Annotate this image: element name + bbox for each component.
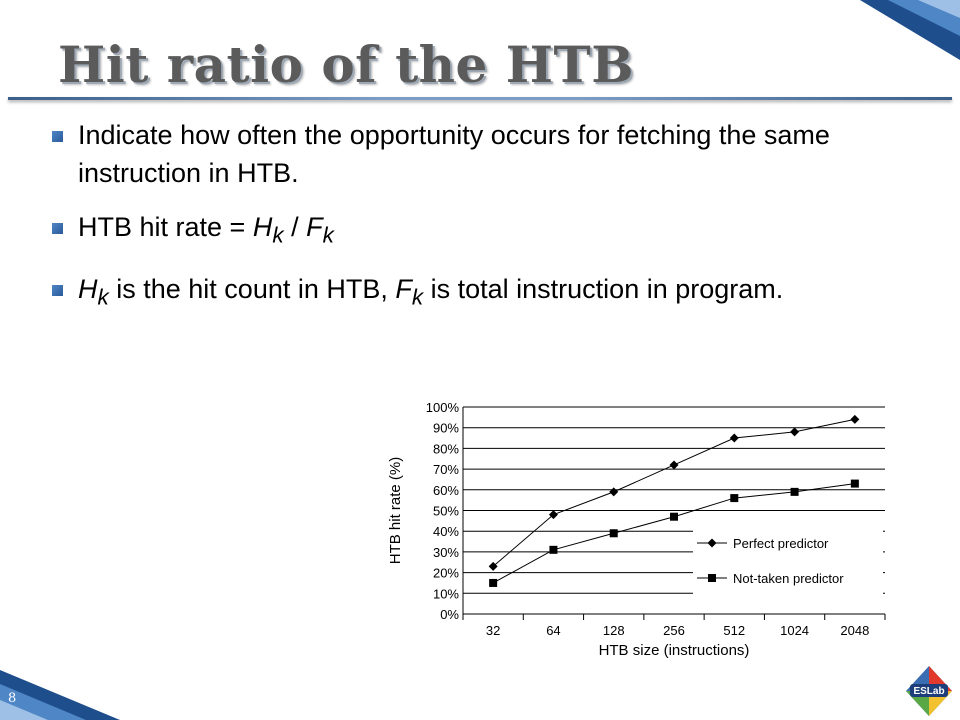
y-tick-label: 30% [432,544,459,560]
variable-f: F [306,212,323,242]
y-tick-label: 0% [440,607,459,622]
y-axis-title: HTB hit rate (%) [387,456,404,565]
data-point [549,546,557,554]
title-underline [8,97,952,100]
x-tick-label: 32 [485,623,501,638]
eslab-logo [904,664,954,718]
bullet-item [52,208,892,254]
data-point [609,487,618,496]
bullet-square-icon [52,223,63,234]
bullet-square-icon [52,131,63,142]
variable-h: H [252,212,273,242]
slide-title: Hit ratio of the HTB [58,35,634,94]
legend-label: Not-taken predictor [733,571,844,586]
data-point [489,579,497,587]
bullet-item [52,270,892,316]
y-tick-label: 10% [432,586,459,602]
subscript-k: k [322,222,334,248]
bullet-list [52,116,892,333]
data-point [790,427,799,436]
x-tick-label: 256 [663,623,685,638]
x-axis-title: HTB size (instructions) [598,642,750,659]
y-tick-label: 50% [432,503,459,519]
bullet-text: HTB hit rate = [78,212,253,242]
legend-marker [708,574,716,582]
variable-h: H [78,274,98,305]
data-point [670,513,678,521]
x-tick-label: 1024 [780,623,810,638]
y-tick-label: 70% [432,462,459,478]
y-tick-label: 20% [432,565,459,581]
bullet-text: is total instruction in program. [423,274,784,305]
data-point [730,434,739,443]
corner-decoration-top-right [840,0,960,60]
bullet-text: Indicate how often the opportunity occurs for fetching the same instruction in HTB. [78,120,830,188]
slide-number: 8 [8,691,17,706]
variable-f: F [395,274,412,305]
hit-rate-line-chart [375,392,895,674]
legend-label: Perfect predictor [733,536,829,551]
y-tick-label: 60% [432,482,459,498]
data-point [610,529,618,537]
bullet-text: is the hit count in HTB, [108,274,396,305]
subscript-k: k [272,222,284,248]
bullet-text: / [283,212,307,242]
logo-text: ESLab [913,686,945,697]
x-tick-label: 64 [546,623,561,638]
data-point [851,480,859,488]
y-tick-label: 40% [432,524,459,540]
y-tick-label: 80% [432,441,459,457]
y-tick-label: 100% [425,400,459,415]
x-tick-label: 512 [723,623,746,638]
x-tick-label: 2048 [840,623,870,638]
data-point [730,494,738,502]
data-point [850,415,859,424]
subscript-k: k [97,284,109,310]
bullet-item [52,116,892,192]
data-point [670,460,679,469]
y-tick-label: 90% [432,420,459,436]
corner-decoration-bottom-left [0,670,120,720]
bullet-square-icon [52,285,63,296]
data-point [791,488,799,496]
subscript-k: k [411,284,424,310]
x-tick-label: 128 [602,623,625,638]
